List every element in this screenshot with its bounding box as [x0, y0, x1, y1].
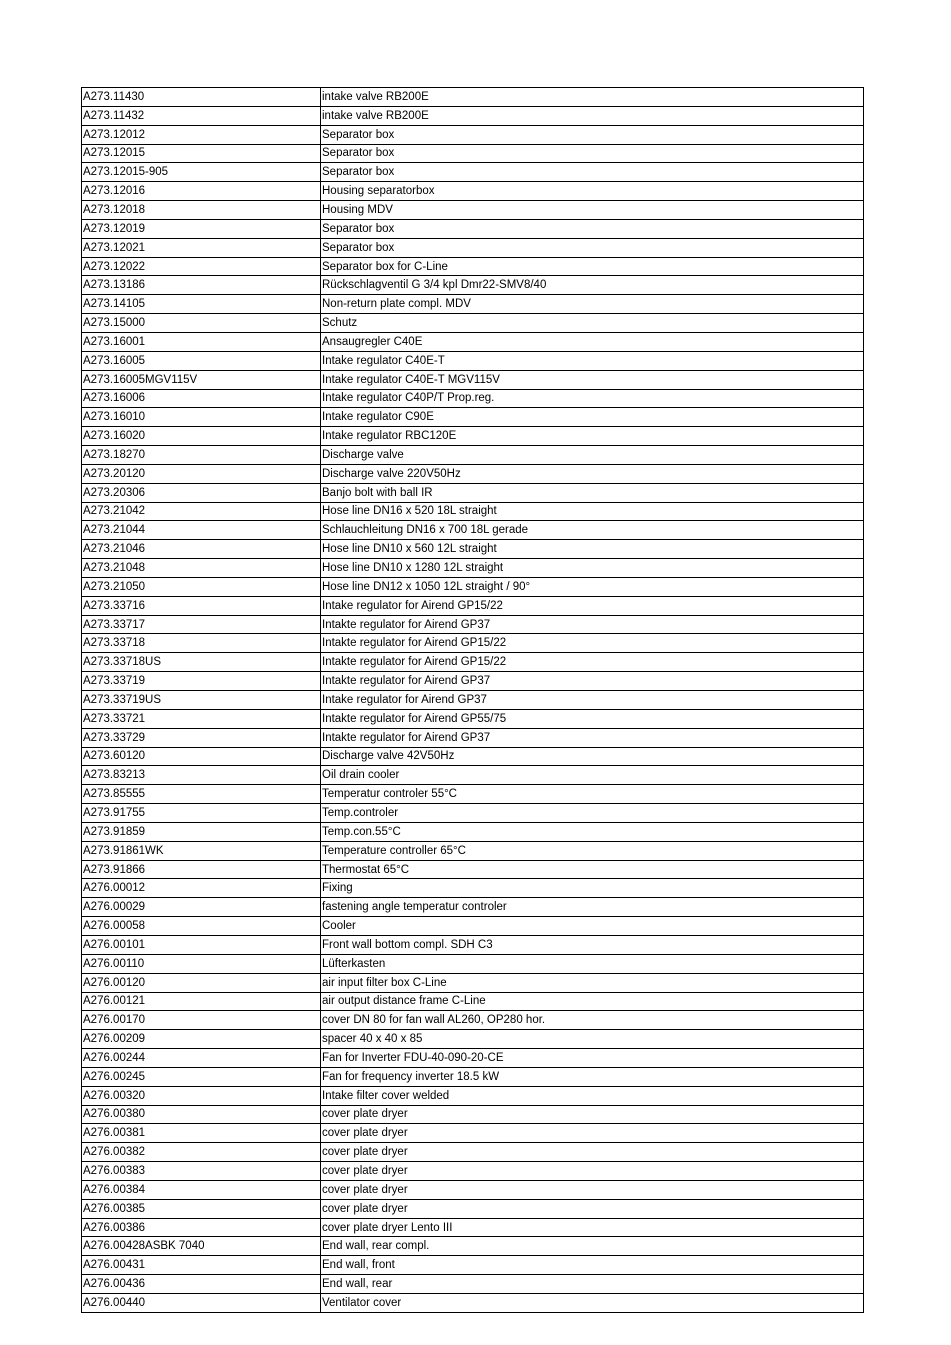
description-cell: Temp.con.55°C — [321, 822, 864, 841]
description-cell: Lüfterkasten — [321, 954, 864, 973]
description-cell: Temperatur controler 55°C — [321, 785, 864, 804]
description-cell: End wall, rear — [321, 1275, 864, 1294]
table-row — [82, 1162, 864, 1181]
description-cell: Intake regulator for Airend GP37 — [321, 691, 864, 710]
part-number-cell: A273.16005MGV115V — [82, 370, 321, 389]
part-number-cell: A273.16006 — [82, 389, 321, 408]
part-number-cell: A273.33718 — [82, 634, 321, 653]
description-cell: Ventilator cover — [321, 1294, 864, 1313]
table-row — [82, 295, 864, 314]
description-cell: Schutz — [321, 314, 864, 333]
part-number-cell: A276.00320 — [82, 1086, 321, 1105]
part-number-cell: A273.91866 — [82, 860, 321, 879]
description-cell: Thermostat 65°C — [321, 860, 864, 879]
table-row — [82, 954, 864, 973]
table-row — [82, 389, 864, 408]
part-number-cell: A273.33719 — [82, 672, 321, 691]
part-number-cell: A273.83213 — [82, 766, 321, 785]
description-cell: Intake regulator C40E-T — [321, 351, 864, 370]
parts-table-body — [82, 88, 864, 1313]
description-cell: cover plate dryer — [321, 1143, 864, 1162]
table-row — [82, 822, 864, 841]
description-cell: Fixing — [321, 879, 864, 898]
description-cell: Intakte regulator for Airend GP37 — [321, 672, 864, 691]
part-number-cell: A273.20306 — [82, 483, 321, 502]
description-cell: Intakte regulator for Airend GP37 — [321, 615, 864, 634]
part-number-cell: A273.91861WK — [82, 841, 321, 860]
table-row — [82, 1180, 864, 1199]
description-cell: Intakte regulator for Airend GP15/22 — [321, 634, 864, 653]
description-cell: Fan for Inverter FDU-40-090-20-CE — [321, 1049, 864, 1068]
description-cell: cover plate dryer — [321, 1105, 864, 1124]
table-row — [82, 559, 864, 578]
table-row — [82, 653, 864, 672]
part-number-cell: A276.00382 — [82, 1143, 321, 1162]
description-cell: cover plate dryer Lento III — [321, 1218, 864, 1237]
part-number-cell: A276.00012 — [82, 879, 321, 898]
part-number-cell: A273.21046 — [82, 540, 321, 559]
table-row — [82, 691, 864, 710]
table-row — [82, 540, 864, 559]
description-cell: Intakte regulator for Airend GP15/22 — [321, 653, 864, 672]
description-cell: cover plate dryer — [321, 1124, 864, 1143]
table-row — [82, 163, 864, 182]
part-number-cell: A276.00436 — [82, 1275, 321, 1294]
description-cell: Intake filter cover welded — [321, 1086, 864, 1105]
description-cell: Temperature controller 65°C — [321, 841, 864, 860]
table-row — [82, 257, 864, 276]
description-cell: air output distance frame C-Line — [321, 992, 864, 1011]
part-number-cell: A273.12015-905 — [82, 163, 321, 182]
part-number-cell: A273.12022 — [82, 257, 321, 276]
table-row — [82, 238, 864, 257]
table-row — [82, 728, 864, 747]
part-number-cell: A273.16005 — [82, 351, 321, 370]
description-cell: End wall, rear compl. — [321, 1237, 864, 1256]
description-cell: Cooler — [321, 917, 864, 936]
part-number-cell: A273.11430 — [82, 88, 321, 107]
table-row — [82, 276, 864, 295]
description-cell: Schlauchleitung DN16 x 700 18L gerade — [321, 521, 864, 540]
part-number-cell: A276.00431 — [82, 1256, 321, 1275]
description-cell: Intake regulator for Airend GP15/22 — [321, 596, 864, 615]
table-row — [82, 427, 864, 446]
table-row — [82, 860, 864, 879]
table-row — [82, 1199, 864, 1218]
description-cell: Temp.controler — [321, 804, 864, 823]
table-row — [82, 577, 864, 596]
description-cell: Discharge valve 42V50Hz — [321, 747, 864, 766]
description-cell: Ansaugregler C40E — [321, 332, 864, 351]
table-row — [82, 1011, 864, 1030]
table-row — [82, 182, 864, 201]
table-row — [82, 351, 864, 370]
table-row — [82, 144, 864, 163]
part-number-cell: A273.12018 — [82, 201, 321, 220]
description-cell: Front wall bottom compl. SDH C3 — [321, 935, 864, 954]
description-cell: fastening angle temperatur controler — [321, 898, 864, 917]
part-number-cell: A273.91755 — [82, 804, 321, 823]
description-cell: Intake regulator RBC120E — [321, 427, 864, 446]
part-number-cell: A273.21042 — [82, 502, 321, 521]
description-cell: Non-return plate compl. MDV — [321, 295, 864, 314]
description-cell: intake valve RB200E — [321, 106, 864, 125]
part-number-cell: A276.00381 — [82, 1124, 321, 1143]
part-number-cell: A273.33721 — [82, 709, 321, 728]
part-number-cell: A276.00209 — [82, 1030, 321, 1049]
part-number-cell: A273.12019 — [82, 219, 321, 238]
part-number-cell: A273.13186 — [82, 276, 321, 295]
table-row — [82, 973, 864, 992]
part-number-cell: A273.21048 — [82, 559, 321, 578]
table-row — [82, 898, 864, 917]
description-cell: Fan for frequency inverter 18.5 kW — [321, 1067, 864, 1086]
part-number-cell: A273.18270 — [82, 446, 321, 465]
table-row — [82, 709, 864, 728]
description-cell: Hose line DN10 x 560 12L straight — [321, 540, 864, 559]
table-row — [82, 766, 864, 785]
description-cell: Housing separatorbox — [321, 182, 864, 201]
part-number-cell: A276.00029 — [82, 898, 321, 917]
description-cell: cover plate dryer — [321, 1162, 864, 1181]
table-row — [82, 615, 864, 634]
part-number-cell: A273.33718US — [82, 653, 321, 672]
part-number-cell: A273.33717 — [82, 615, 321, 634]
description-cell: Separator box — [321, 144, 864, 163]
part-number-cell: A273.33719US — [82, 691, 321, 710]
description-cell: Intake regulator C40E-T MGV115V — [321, 370, 864, 389]
table-row — [82, 992, 864, 1011]
description-cell: Separator box — [321, 163, 864, 182]
description-cell: Separator box — [321, 125, 864, 144]
table-row — [82, 88, 864, 107]
table-row — [82, 747, 864, 766]
description-cell: Intake regulator C40P/T Prop.reg. — [321, 389, 864, 408]
part-number-cell: A273.12016 — [82, 182, 321, 201]
table-row — [82, 1218, 864, 1237]
description-cell: cover plate dryer — [321, 1180, 864, 1199]
part-number-cell: A276.00244 — [82, 1049, 321, 1068]
table-row — [82, 1049, 864, 1068]
part-number-cell: A273.12012 — [82, 125, 321, 144]
part-number-cell: A273.20120 — [82, 464, 321, 483]
table-row — [82, 1256, 864, 1275]
description-cell: Separator box — [321, 219, 864, 238]
part-number-cell: A276.00386 — [82, 1218, 321, 1237]
description-cell: Hose line DN10 x 1280 12L straight — [321, 559, 864, 578]
part-number-cell: A276.00428ASBK 7040 — [82, 1237, 321, 1256]
table-row — [82, 1105, 864, 1124]
table-row — [82, 935, 864, 954]
part-number-cell: A276.00380 — [82, 1105, 321, 1124]
description-cell: Rückschlagventil G 3/4 kpl Dmr22-SMV8/40 — [321, 276, 864, 295]
part-number-cell: A273.16020 — [82, 427, 321, 446]
table-row — [82, 879, 864, 898]
table-row — [82, 1030, 864, 1049]
table-row — [82, 483, 864, 502]
table-row — [82, 201, 864, 220]
description-cell: cover DN 80 for fan wall AL260, OP280 hor. — [321, 1011, 864, 1030]
part-number-cell: A273.85555 — [82, 785, 321, 804]
part-number-cell: A273.16001 — [82, 332, 321, 351]
table-row — [82, 917, 864, 936]
description-cell: Separator box for C-Line — [321, 257, 864, 276]
table-row — [82, 446, 864, 465]
description-cell: air input filter box C-Line — [321, 973, 864, 992]
part-number-cell: A273.60120 — [82, 747, 321, 766]
table-row — [82, 1086, 864, 1105]
table-row — [82, 841, 864, 860]
description-cell: intake valve RB200E — [321, 88, 864, 107]
table-row — [82, 125, 864, 144]
table-row — [82, 464, 864, 483]
parts-table — [81, 87, 864, 1313]
part-number-cell: A273.33716 — [82, 596, 321, 615]
table-row — [82, 1067, 864, 1086]
description-cell: Discharge valve 220V50Hz — [321, 464, 864, 483]
part-number-cell: A273.14105 — [82, 295, 321, 314]
part-number-cell: A276.00058 — [82, 917, 321, 936]
part-number-cell: A276.00101 — [82, 935, 321, 954]
table-row — [82, 1294, 864, 1313]
part-number-cell: A276.00170 — [82, 1011, 321, 1030]
part-number-cell: A273.12021 — [82, 238, 321, 257]
part-number-cell: A273.11432 — [82, 106, 321, 125]
description-cell: Intakte regulator for Airend GP55/75 — [321, 709, 864, 728]
part-number-cell: A273.91859 — [82, 822, 321, 841]
part-number-cell: A273.33729 — [82, 728, 321, 747]
description-cell: Discharge valve — [321, 446, 864, 465]
table-row — [82, 408, 864, 427]
description-cell: Banjo bolt with ball IR — [321, 483, 864, 502]
table-row — [82, 332, 864, 351]
part-number-cell: A273.21044 — [82, 521, 321, 540]
description-cell: Oil drain cooler — [321, 766, 864, 785]
description-cell: Hose line DN16 x 520 18L straight — [321, 502, 864, 521]
table-row — [82, 521, 864, 540]
table-row — [82, 219, 864, 238]
description-cell: spacer 40 x 40 x 85 — [321, 1030, 864, 1049]
description-cell: cover plate dryer — [321, 1199, 864, 1218]
table-row — [82, 1237, 864, 1256]
description-cell: End wall, front — [321, 1256, 864, 1275]
part-number-cell: A276.00383 — [82, 1162, 321, 1181]
description-cell: Intakte regulator for Airend GP37 — [321, 728, 864, 747]
part-number-cell: A276.00440 — [82, 1294, 321, 1313]
table-row — [82, 634, 864, 653]
description-cell: Hose line DN12 x 1050 12L straight / 90° — [321, 577, 864, 596]
table-row — [82, 804, 864, 823]
table-row — [82, 672, 864, 691]
part-number-cell: A276.00110 — [82, 954, 321, 973]
table-row — [82, 596, 864, 615]
part-number-cell: A276.00384 — [82, 1180, 321, 1199]
table-row — [82, 502, 864, 521]
table-row — [82, 785, 864, 804]
table-row — [82, 1143, 864, 1162]
description-cell: Housing MDV — [321, 201, 864, 220]
table-row — [82, 1124, 864, 1143]
part-number-cell: A273.12015 — [82, 144, 321, 163]
part-number-cell: A273.21050 — [82, 577, 321, 596]
table-row — [82, 314, 864, 333]
part-number-cell: A273.16010 — [82, 408, 321, 427]
part-number-cell: A276.00121 — [82, 992, 321, 1011]
table-row — [82, 106, 864, 125]
description-cell: Intake regulator C90E — [321, 408, 864, 427]
part-number-cell: A276.00120 — [82, 973, 321, 992]
table-row — [82, 370, 864, 389]
part-number-cell: A273.15000 — [82, 314, 321, 333]
description-cell: Separator box — [321, 238, 864, 257]
table-row — [82, 1275, 864, 1294]
part-number-cell: A276.00385 — [82, 1199, 321, 1218]
part-number-cell: A276.00245 — [82, 1067, 321, 1086]
